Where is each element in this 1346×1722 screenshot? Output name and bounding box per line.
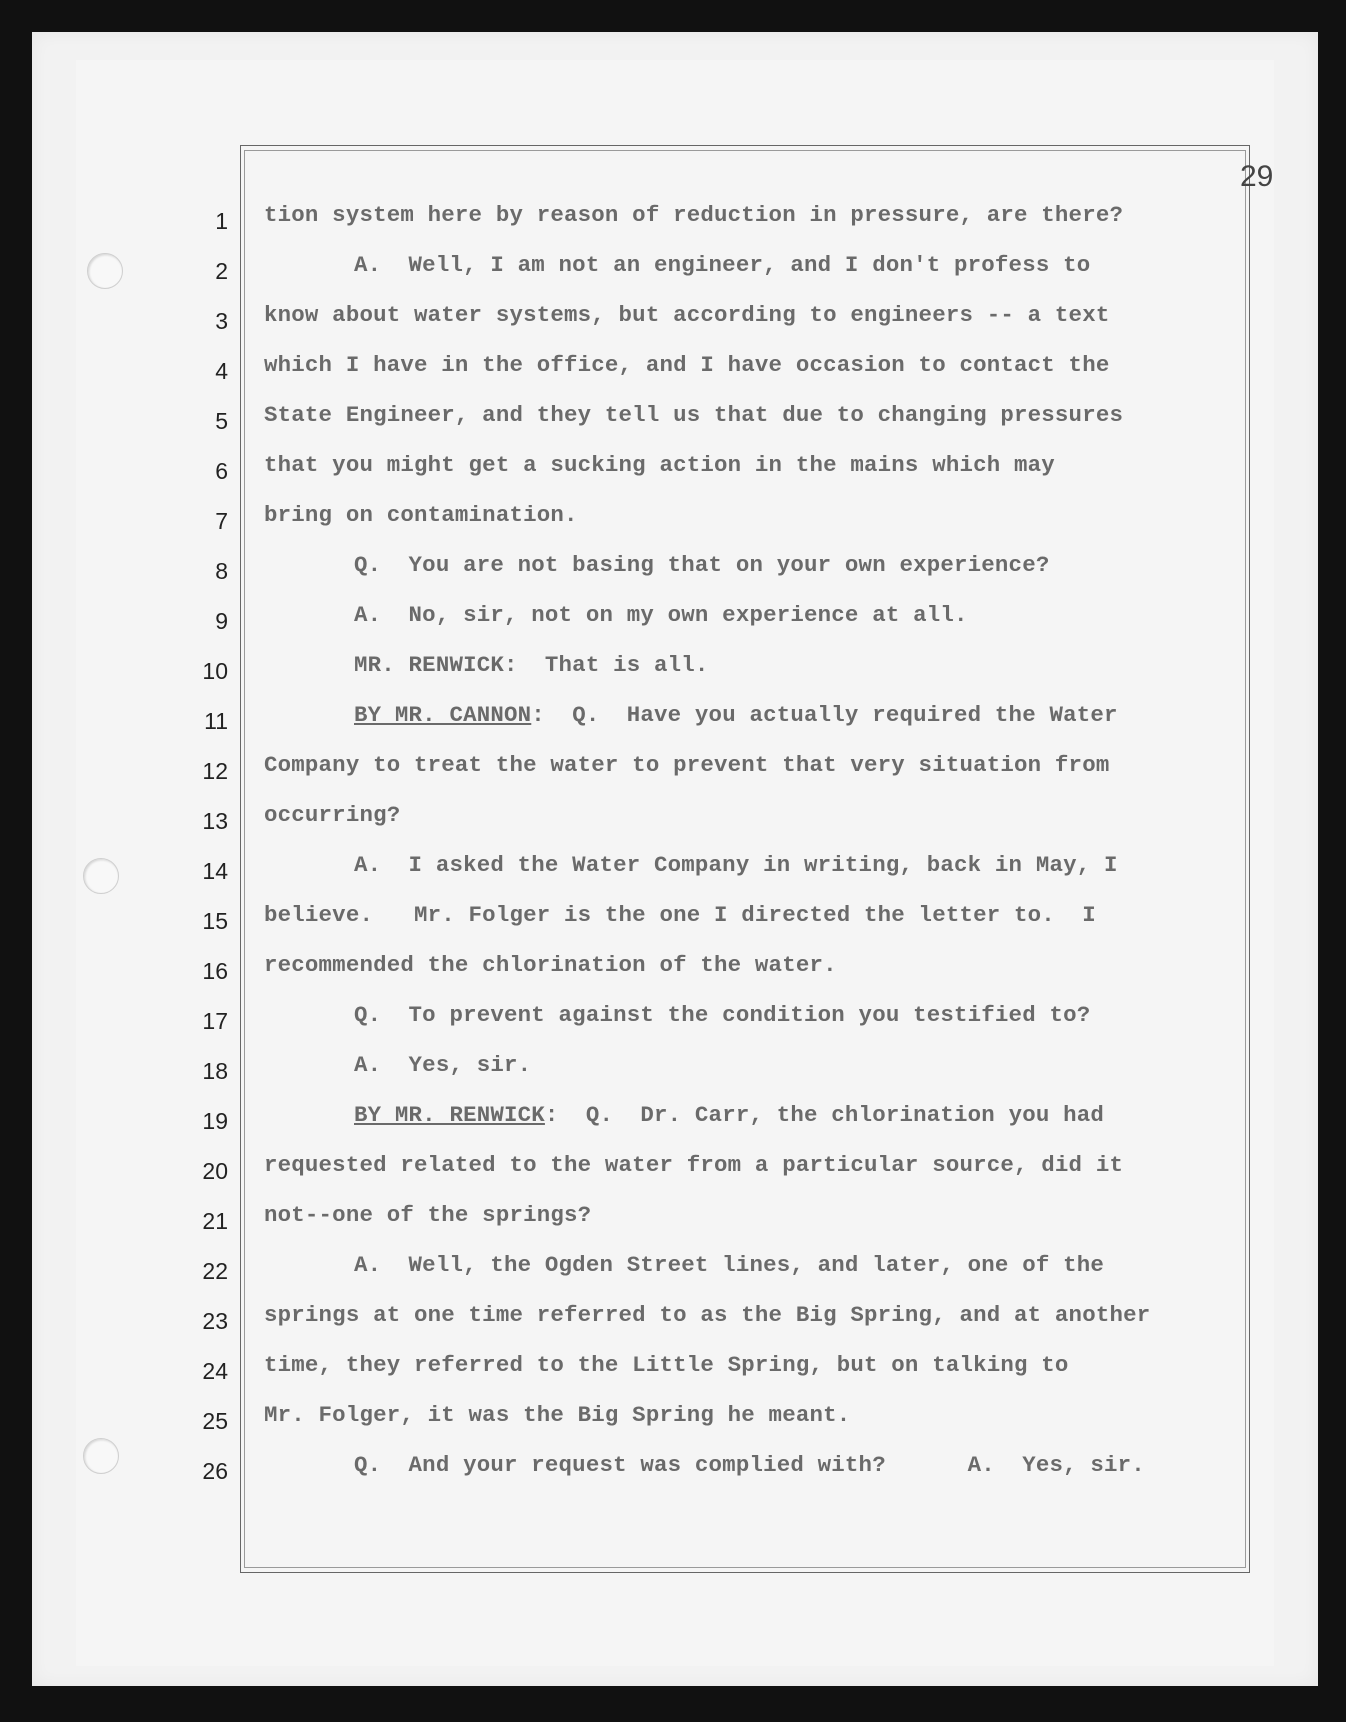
line-number: 11 [204,708,228,734]
line-number: 21 [202,1208,228,1234]
transcript-line-16: recommended the chlorination of the water. [264,952,837,978]
line-number: 14 [202,858,228,884]
line-number: 18 [202,1058,228,1084]
transcript-line-21: not--one of the springs? [264,1202,592,1228]
line-number: 20 [202,1158,228,1184]
line-number: 4 [215,358,228,384]
line-number: 16 [202,958,228,984]
line-number: 24 [202,1358,228,1384]
transcript-line-12: Company to treat the water to prevent that very situation from [264,752,1110,778]
transcript-line-11 [264,690,1118,740]
punch-hole-bottom [83,1438,119,1474]
line-number: 19 [202,1108,228,1134]
line-number: 25 [202,1408,228,1434]
transcript-line-26: Q. And your request was complied with? A. Yes, sir. [354,1452,1145,1478]
line-number: 17 [202,1008,228,1034]
line-number: 10 [202,658,228,684]
line-number: 23 [202,1308,228,1334]
line-number: 5 [215,408,228,434]
transcript-line-18: A. Yes, sir. [354,1052,532,1078]
line-number: 3 [215,308,228,334]
line-number: 26 [202,1458,228,1484]
transcript-line-2: A. Well, I am not an engineer, and I don't profess to [354,252,1091,278]
line-number: 22 [202,1258,228,1284]
line-number: 6 [215,458,228,484]
transcript-line-14: A. I asked the Water Company in writing, back in May, I [354,852,1118,878]
line-number: 13 [202,808,228,834]
transcript-line-15: believe. Mr. Folger is the one I directed the letter to. I [264,902,1096,928]
transcript-line-24: time, they referred to the Little Spring, but on talking to [264,1352,1069,1378]
transcript-line-9: A. No, sir, not on my own experience at all. [354,602,968,628]
line-number: 9 [215,608,228,634]
line-number: 7 [215,508,228,534]
transcript-line-text: : Q. Dr. Carr, the chlorination you had [544,1102,1105,1128]
transcript-line-8: Q. You are not basing that on your own experience? [354,552,1050,578]
transcript-line-19 [264,1090,1104,1140]
transcript-line-22: A. Well, the Ogden Street lines, and later, one of the [354,1252,1105,1278]
transcript-line-4: which I have in the office, and I have occasion to contact the [264,352,1110,378]
punch-hole-top [87,253,123,289]
transcript-line-13: occurring? [264,802,401,828]
line-number: 2 [215,258,228,284]
transcript-line-6: that you might get a sucking action in the mains which may [264,452,1055,478]
examiner-heading: BY MR. RENWICK [354,1102,545,1128]
transcript-line-text: : Q. Have you actually required the Water [531,702,1118,728]
punch-hole-middle [83,858,119,894]
transcript-line-25: Mr. Folger, it was the Big Spring he meant. [264,1402,851,1428]
line-number: 8 [215,558,228,584]
examiner-heading: BY MR. CANNON [354,702,532,728]
page-number: 29 [1240,160,1274,193]
transcript-line-20: requested related to the water from a particular source, did it [264,1152,1124,1178]
line-number: 15 [202,908,228,934]
line-number: 1 [215,208,228,234]
transcript-line-3: know about water systems, but according to engineers -- a text [264,302,1110,328]
transcript-line-10: MR. RENWICK: That is all. [354,652,709,678]
transcript-line-17: Q. To prevent against the condition you testified to? [354,1002,1091,1028]
transcript-line-23: springs at one time referred to as the Big Spring, and at another [264,1302,1151,1328]
transcript-line-1: tion system here by reason of reduction in pressure, are there? [264,202,1124,228]
transcript-line-7: bring on contamination. [264,502,578,528]
transcript-line-5: State Engineer, and they tell us that due to changing pressures [264,402,1124,428]
line-number: 12 [202,758,228,784]
